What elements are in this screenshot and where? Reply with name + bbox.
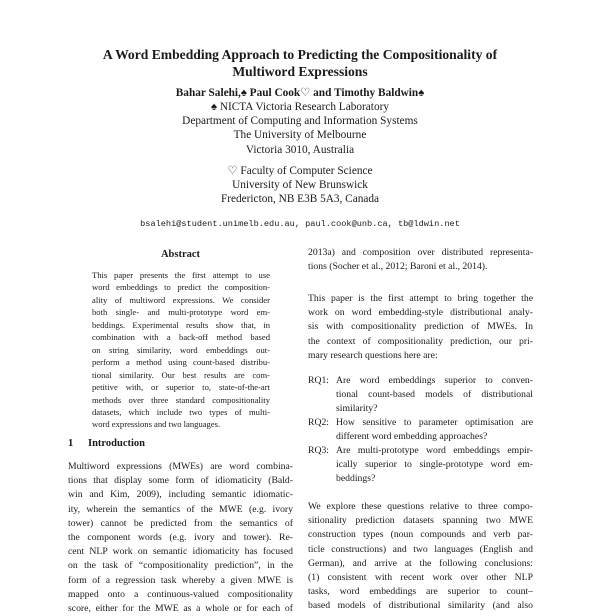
paper-title — [40, 46, 560, 80]
conclusions-paragraph: We explore these questions relative to three compo- sitionality prediction datasets spanning two MWE construction types (noun compounds and verb par- ticle constructions) and two languages (English and German), and arrive at the following conclusions: (1) consistent with recent work over other NLP tasks, word embeddings are superior to count– based models of distributional similarity (and also — [308, 501, 533, 612]
author-list: Bahar Salehi,♠ Paul Cook♡ and Timothy Baldwin♠ — [175, 87, 425, 99]
affiliation-nicta: ♠ NICTA Victoria Research Laboratory Department of Computing and Information Systems The University of Melbourne Victoria 3010, Australia — [182, 101, 418, 156]
abstract-body: This paper presents the first attempt to use word embeddings to predict the composition- ality of multiword expressions. We consider both single- and multi-prototype word em- beddings. Experimental results show that, in combination with a back-off method based on string similarity, word embeddings out- perform a method using count-based distribu- tional similarity. Our best results are com- petitive with, or superior to, state-of-the-art methods over three standard compositionality datasets, which include two types of multi- word expressions and two languages. — [92, 270, 270, 430]
author-emails: bsalehi@student.unimelb.edu.au, paul.cook@unb.ca, tb@ldwin.net — [140, 219, 460, 229]
right-column-continuation: 2013a) and composition over distributed representa- tions (Socher et al., 2012; Baroni et al., 2014). — [308, 247, 533, 273]
abstract-heading: Abstract — [160, 249, 201, 260]
paper-page: A Word Embedding Approach to Predicting the Compositionality of Multiword Expressions Bahar Salehi,♠ Paul Cook♡ and Timothy Baldwin♠ ♠ NICTA Victoria Research Laboratory Department of Computing and Information Systems The University of Melbourne Victoria 3010, Australia ♡ Faculty of Computer Science University of New Brunswick Fredericton, NB E3B 5A3, Canada bsalehi@student.unimelb.edu.au, paul.cook@unb.ca, tb@ldwin.net Abstract This paper presents the first attempt to use word embeddings to predict the composition- ality of multiword expressions. We consider both single- and multi-prototype word em- beddings. Experimental results show that, in combination with a back-off method based on string similarity, word embeddings out- perform a method using count-based distribu- tional similarity. Our best results are com- petitive with, or superior to, state-of-the-art methods over three standard compositionality datasets, which include two types of multi- word expressions and two languages. 1 Introduction Multiword expressions (MWEs) are word combina- tions that display some form of idiomaticity (Bald- win and Kim, 2009), including semantic idiomatic- ity, wherein the semantics of the MWE (e.g. ivory tower) cannot be predicted from the semantics of the component words (e.g. ivory and tower). Re- cent NLP work on semantic idiomaticity has focused on the task of “compositionality prediction”, in the form of a regression task whereby a given MWE is mapped onto a continuous-valued compositionality score, either for the MWE as a whole or for each of 2013a) and composition over distributed representa- tions (Socher et al., 2012; Baroni et al., 2014). This paper is the first attempt to bring together the work on word embedding-style distributional analy- sis with compositionality prediction of MWEs. In the context of compositionality prediction, our pri- mary research questions here are: RQ1: Are word embeddings superior to conven- tional count-based models of distributional similarity? RQ2: How sensitive to parameter optimisation are different word embedding approaches? RQ3: Are multi-prototype word embeddings empir- ically superior to single-prototype word em- beddings? We explore these questions relative to three compo- sitionality prediction datasets spanning two MWE construction types (noun compounds and verb par- ticle constructions) and two languages (English and German), and arrive at the following conclusions: (1) consistent with recent work over other NLP tasks, word embeddings are superior to count– based models of distributional similarity (and also — [0, 0, 600, 600]
title-line: A Word Embedding Approach to Predicting the Compositionality of — [102, 47, 498, 62]
title-line: Multiword Expressions — [232, 64, 368, 79]
research-intro-paragraph: This paper is the first attempt to bring together the work on word embedding-style distributional analy- sis with compositionality prediction of MWEs. In the context of compositionality prediction, our pri- mary research questions here are: — [308, 293, 533, 361]
affiliation-unb: ♡ Faculty of Computer Science University of New Brunswick Fredericton, NB E3B 5A3, Canada — [220, 165, 380, 206]
introduction-text: Multiword expressions (MWEs) are word combina- tions that display some form of idiomaticity (Bald- win and Kim, 2009), including semantic idiomatic- ity, wherein the semantics of the MWE (e.g. ivory tower) cannot be predicted from the semantics of the component words (e.g. ivory and tower). Re- cent NLP work on semantic idiomaticity has focused on the task of “compositionality prediction”, in the form of a regression task whereby a given MWE is mapped onto a continuous-valued compositionality score, either for the MWE as a whole or for each of — [68, 461, 293, 615]
section-heading-introduction: 1 Introduction — [68, 438, 145, 449]
